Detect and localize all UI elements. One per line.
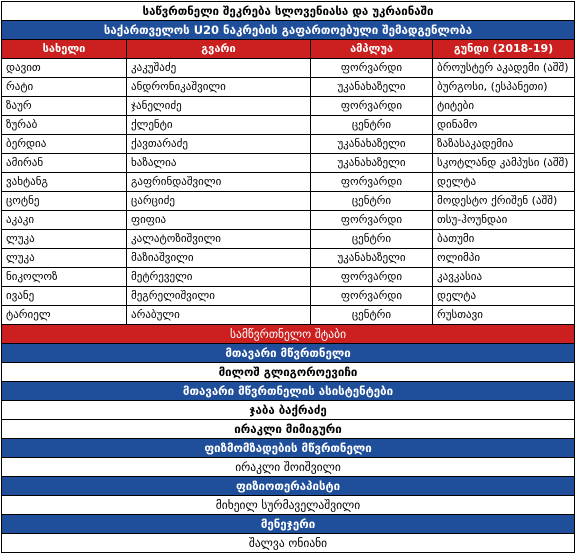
player-first-name: ნიკოლოზ [2,268,127,287]
table-row [2,78,575,97]
player-first-name: ვახტანგ [2,173,127,192]
player-last-name: ხაზალია [127,154,311,173]
player-team: მოდესტო ქრიშენ (აშშ) [433,192,575,211]
player-first-name: ლუკა [2,230,127,249]
player-position: ფორვარდი [311,173,433,192]
squad-document [1,1,574,553]
manager-label: მენეჯერი [2,515,575,534]
column-header-first-name: სახელი [2,40,127,59]
table-row [2,192,575,211]
table-row [2,249,575,268]
player-position: ფორვარდი [311,211,433,230]
player-position: უკანახაზელი [311,154,433,173]
player-team: ოლიმპი [433,249,575,268]
player-position: ფორვარდი [311,268,433,287]
table-row [2,211,575,230]
table-header-row [2,40,575,59]
player-first-name: რატი [2,78,127,97]
table-row [2,116,575,135]
fitness-coach-name: ირაკლი შოიშვილი [2,458,575,477]
table-row [2,173,575,192]
player-team: კავკასია [433,268,575,287]
player-first-name: ამირან [2,154,127,173]
table-row [2,135,575,154]
player-first-name: ტარიელ [2,306,127,325]
assistants-label: მთავარი მწვრთნელის ასისტენტები [2,382,575,401]
player-first-name: ზურაბ [2,116,127,135]
player-first-name: ცოტნე [2,192,127,211]
column-header-position: ამპლუა [311,40,433,59]
player-position: ფორვარდი [311,97,433,116]
manager-name: შალვა ონიანი [2,534,575,553]
fitness-coach-label: ფიზმომზადების მწვრთნელი [2,439,575,458]
table-row [2,230,575,249]
player-last-name: მეტრეველი [127,268,311,287]
player-last-name: ფიფია [127,211,311,230]
squad-subtitle: საქართველოს U20 ნაკრების გაფართოებული შემადგენლობა [2,21,575,40]
player-first-name: დავით [2,59,127,78]
table-row [2,268,575,287]
player-team: სკოტლანდ კამპუსი (აშშ) [433,154,575,173]
player-team: დელტა [433,287,575,306]
player-team: დინამო [433,116,575,135]
player-last-name: მაზიაშვილი [127,249,311,268]
player-last-name: არაბული [127,306,311,325]
player-last-name: გაფრინდაშვილი [127,173,311,192]
squad-table [1,1,575,553]
player-last-name: ქავთარაძე [127,135,311,154]
player-position: უკანახაზელი [311,78,433,97]
player-team: ბათუმი [433,230,575,249]
player-last-name: კაკუშაძე [127,59,311,78]
player-last-name: ცარციძე [127,192,311,211]
player-position: უკანახაზელი [311,249,433,268]
player-first-name: ზაურ [2,97,127,116]
physio-name: მიხეილ სურმაველაშვილი [2,496,575,515]
player-last-name: ქლენტი [127,116,311,135]
player-team: დელტა [433,173,575,192]
assistant-coach-1: ჯაბა ბაქრაძე [2,401,575,420]
head-coach-name: მილოშ გლიგოროევიჩი [2,363,575,382]
player-team: ტიტები [433,97,575,116]
player-last-name: ჯანელიძე [127,97,311,116]
column-header-team: გუნდი (2018-19) [433,40,575,59]
player-team: ბროუსტერ აკადემი (აშშ) [433,59,575,78]
player-position: ცენტრი [311,230,433,249]
table-row [2,154,575,173]
staff-section-title: სამწვრთნელო შტაბი [2,325,575,344]
player-last-name: ანდრონიკაშვილი [127,78,311,97]
document-title: საწვრთნელი შეკრება სლოვენიასა და უკრაინაში [2,2,575,21]
table-row [2,306,575,325]
table-row [2,97,575,116]
player-last-name: კალატოზიშვილი [127,230,311,249]
table-row [2,59,575,78]
player-position: ცენტრი [311,116,433,135]
player-team: ბურგოსი, (ესპანეთი) [433,78,575,97]
player-last-name: მეგრელიშვილი [127,287,311,306]
player-position: ფორვარდი [311,287,433,306]
table-row [2,287,575,306]
player-position: ცენტრი [311,192,433,211]
column-header-last-name: გვარი [127,40,311,59]
player-first-name: ბერდია [2,135,127,154]
player-position: ფორვარდი [311,59,433,78]
assistant-coach-2: ირაკლი მიმიგური [2,420,575,439]
head-coach-label: მთავარი მწვრთნელი [2,344,575,363]
player-first-name: ივანე [2,287,127,306]
player-team: თსუ-ჰოუნდაი [433,211,575,230]
player-position: უკანახაზელი [311,135,433,154]
physio-label: ფიზიოთერაპისტი [2,477,575,496]
player-team: რუსთავი [433,306,575,325]
player-first-name: ლუკა [2,249,127,268]
player-first-name: აკაკი [2,211,127,230]
player-position: ცენტრი [311,306,433,325]
player-team: ზაზასაკადემია [433,135,575,154]
